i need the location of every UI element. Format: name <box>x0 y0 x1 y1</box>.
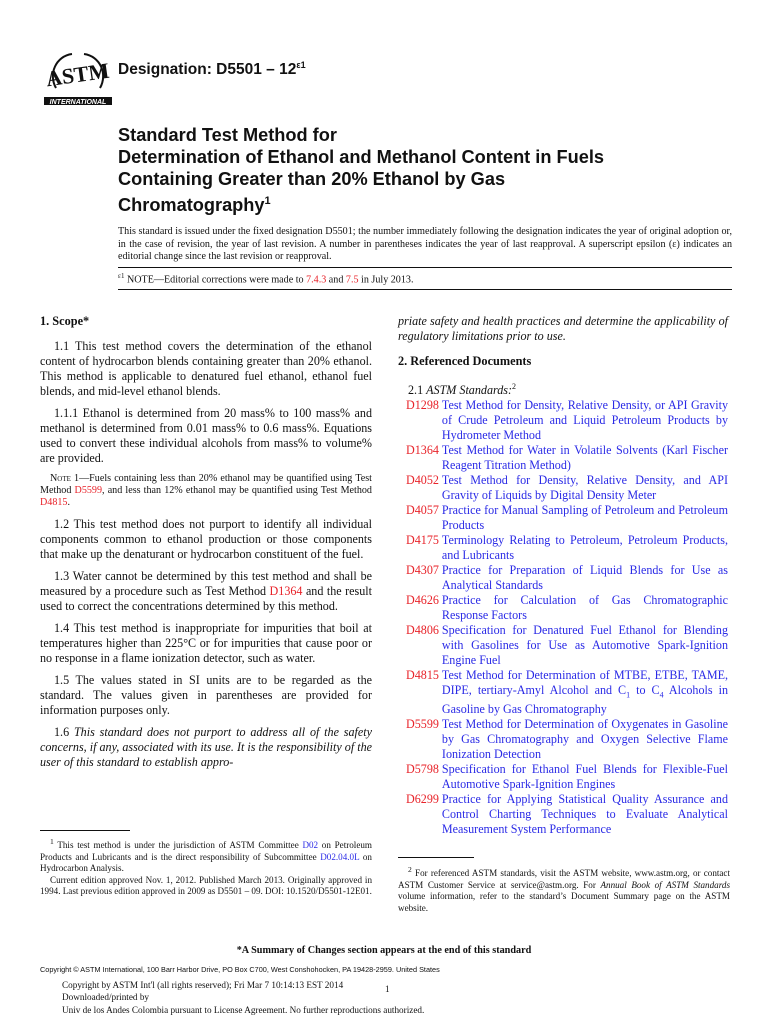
issuance-statement: This standard is issued under the fixed designation D5501; the number immediately following the designation indicates the year of original adoption or, in the case of revision, the year of last revision. A number in parentheses indicates the year of last reapproval. A superscript epsilon (ε) indicates an editorial change since the last revision or reapproval. <box>118 226 732 263</box>
footnote-divider <box>40 830 130 831</box>
reference-list <box>398 398 728 837</box>
astm-logo <box>42 48 114 110</box>
download-line-1: Copyright by ASTM Int'l (all rights reserved); Fri Mar 7 10:14:13 EST 2014 <box>62 980 344 990</box>
editorial-note: $^{\varepsilon 1}$ NOTE—Editorial corrections were made to 7.4.3 and 7.5 in July 2013. <box>118 272 414 286</box>
para-1-5: 1.5 The values stated in SI units are to be regarded as the standard. The values given in parentheses are provided for information purposes only. <box>40 673 372 717</box>
reference-title[interactable]: Test Method for Determination of Oxygenates in Gasoline by Gas Chromatography and Oxygen Selective Flame Ionization Detection <box>441 717 728 762</box>
reference-item-d4307[interactable] <box>406 563 728 593</box>
logo-subtitle: INTERNATIONAL <box>49 99 107 106</box>
current-edition-note: Current edition approved Nov. 1, 2012. Published March 2013. Originally approved in 1994. Last previous edition approved in 2009 as D5501 – 09. DOI: 10.1520/D5501-12E01. <box>40 874 372 897</box>
left-column <box>40 314 372 777</box>
reference-code[interactable]: D4626 <box>406 593 439 608</box>
para-1-3: 1.3 Water cannot be determined by this test method and shall be measured by a procedure such as Test Method D1364 and the result used to correct the concentrations determined by this method. <box>40 569 372 613</box>
reference-title[interactable]: Practice for Calculation of Gas Chromatographic Response Factors <box>441 593 728 623</box>
reference-item-d6299[interactable] <box>406 792 728 837</box>
footnote-2: $^2$ For referenced ASTM standards, visit the ASTM website, www.astm.org, or contact ASTM Customer Service at service@astm.org. For Annual Book of ASTM Standards volume information, refer to the standard’s Document Summary page on the ASTM website. <box>398 865 730 913</box>
para-1-4: 1.4 This test method is inappropriate for impurities that boil at temperatures higher than 225°C or for impurities that cause poor or no response in a flame ionization detector, such as water. <box>40 621 372 665</box>
para-1-6-continued: priate safety and health practices and determine the applicability of regulatory limitations prior to use. <box>398 314 728 343</box>
footnote-1: $^1$ This test method is under the jurisdiction of ASTM Committee D02 on Petroleum Products and Lubricants and is the direct responsibility of Subcommittee D02.04.0L on Hydrocarbon Analysis. Current edition approved Nov. 1, 2012. Published March 2013. Originally approved in 1994. Last previous edition approved in 2009 as D5501 – 09. DOI: 10.1520/D5501-12E01. <box>40 837 372 897</box>
link-d02-04-0l[interactable]: D02.04.0L <box>320 851 360 862</box>
link-d02[interactable]: D02 <box>302 840 319 851</box>
title-line-1: Standard Test Method for <box>118 125 337 145</box>
reference-title[interactable]: Specification for Ethanol Fuel Blends for Flexible-Fuel Automotive Spark-Ignition Engines <box>441 762 728 792</box>
reference-title[interactable]: Practice for Manual Sampling of Petroleum and Petroleum Products <box>441 503 728 533</box>
reference-item-d5798[interactable] <box>406 762 728 792</box>
link-d4815[interactable]: D4815 <box>40 497 68 508</box>
title-line-4: Chromatography$^1$ <box>118 195 271 216</box>
download-line-2: Downloaded/printed by <box>62 992 150 1002</box>
reference-item-d4815[interactable] <box>406 668 728 717</box>
reference-code[interactable]: D5599 <box>406 717 439 732</box>
reference-title[interactable]: Test Method for Density, Relative Density, or API Gravity of Crude Petroleum and Liquid Petroleum Products by Hydrometer Method <box>441 398 728 443</box>
reference-title[interactable]: Test Method for Density, Relative Density, and API Gravity of Liquids by Digital Density Meter <box>441 473 728 503</box>
reference-code[interactable]: D1364 <box>406 443 439 458</box>
referenced-documents-heading: 2. Referenced Documents <box>398 354 532 368</box>
link-d5599[interactable]: D5599 <box>74 485 103 496</box>
reference-item-d4052[interactable] <box>406 473 728 503</box>
astm-standards-label: 2.1 ASTM Standards:$^2$ <box>408 382 517 398</box>
reference-code[interactable]: D6299 <box>406 792 439 807</box>
title-line-2: Determination of Ethanol and Methanol Content in Fuels <box>118 147 605 167</box>
para-1-2: 1.2 This test method does not purport to identify all individual components common to ethanol production or those components that make up the denaturant or hydrocarbon constituent of the fuel. <box>40 517 372 561</box>
reference-code[interactable]: D1298 <box>406 398 439 413</box>
reference-code[interactable]: D4057 <box>406 503 439 518</box>
reference-item-d1364[interactable] <box>406 443 728 473</box>
divider <box>118 289 732 290</box>
reference-title[interactable]: Specification for Denatured Fuel Ethanol for Blending with Gasolines for Use as Automotive Spark-Ignition Engine Fuel <box>441 623 728 668</box>
reference-item-d1298[interactable] <box>406 398 728 443</box>
reference-item-d5599[interactable] <box>406 717 728 762</box>
document-title <box>118 124 638 216</box>
reference-code[interactable]: D4175 <box>406 533 439 548</box>
reference-title[interactable]: Practice for Preparation of Liquid Blends for Use as Analytical Standards <box>441 563 728 593</box>
para-1-1-1: 1.1.1 Ethanol is determined from 20 mass% to 100 mass% and methanol is determined from 0.01 mass% to 0.6 mass%. Equations used to convert these individual alcohols from mass% to volume% are provided. <box>40 406 372 465</box>
footnote-divider <box>398 857 474 858</box>
title-footnote-ref: 1 <box>264 195 271 207</box>
reference-item-d4626[interactable] <box>406 593 728 623</box>
reference-title[interactable]: Test Method for Determination of MTBE, ETBE, TAME, DIPE, tertiary-Amyl Alcohol and $C_1$ to $C_4$ Alcohols in Gasoline by Gas Chromatography <box>441 668 728 717</box>
link-7-4-3[interactable]: 7.4.3 <box>306 274 327 286</box>
link-7-5[interactable]: 7.5 <box>345 274 359 286</box>
reference-code[interactable]: D5798 <box>406 762 439 777</box>
copyright-line: Copyright © ASTM International, 100 Barr Harbor Drive, PO Box C700, West Conshohocken, PA 19428-2959. United States <box>40 965 440 974</box>
divider <box>118 267 732 268</box>
page-number: 1 <box>385 984 390 994</box>
reference-title[interactable]: Terminology Relating to Petroleum, Petroleum Products, and Lubricants <box>441 533 728 563</box>
right-column <box>398 314 728 837</box>
reference-title[interactable]: Test Method for Water in Volatile Solvents (Karl Fischer Reagent Titration Method) <box>441 443 728 473</box>
reference-code[interactable]: D4815 <box>406 668 439 683</box>
reference-code[interactable]: D4307 <box>406 563 439 578</box>
scope-heading: 1. Scope* <box>40 314 90 328</box>
title-line-3: Containing Greater than 20% Ethanol by Gas <box>118 169 506 189</box>
para-1-6: 1.6 This standard does not purport to address all of the safety concerns, if any, associated with its use. It is the responsibility of the user of this standard to establish appro- <box>40 725 372 769</box>
designation: Designation: $D5501 - 12^{\varepsilon 1}$ <box>118 60 306 79</box>
download-line-3: Univ de los Andes Colombia pursuant to License Agreement. No further reproductions authorized. <box>62 1005 425 1015</box>
reference-item-d4806[interactable] <box>406 623 728 668</box>
reference-code[interactable]: D4806 <box>406 623 439 638</box>
summary-notice: *A Summary of Changes section appears at the end of this standard <box>236 945 532 956</box>
link-d1364[interactable]: D1364 <box>269 584 303 598</box>
note-1: Note 1—Fuels containing less than 20% ethanol may be quantified using Test Method D5599, and less than 12% ethanol may be quantified using Test Method D4815. <box>40 473 372 508</box>
svg-text:ASTM: ASTM <box>44 57 111 92</box>
reference-item-d4175[interactable] <box>406 533 728 563</box>
para-1-1: 1.1 This test method covers the determination of the ethanol content of hydrocarbon blends containing greater than 20% ethanol. This method is applicable to denatured fuel ethanol, ethanol fuel blends, and mid-level ethanol blends. <box>40 339 372 398</box>
reference-title[interactable]: Practice for Applying Statistical Quality Assurance and Control Charting Techniques to Evaluate Analytical Measurement System Performance <box>441 792 728 837</box>
reference-item-d4057[interactable] <box>406 503 728 533</box>
reference-code[interactable]: D4052 <box>406 473 439 488</box>
